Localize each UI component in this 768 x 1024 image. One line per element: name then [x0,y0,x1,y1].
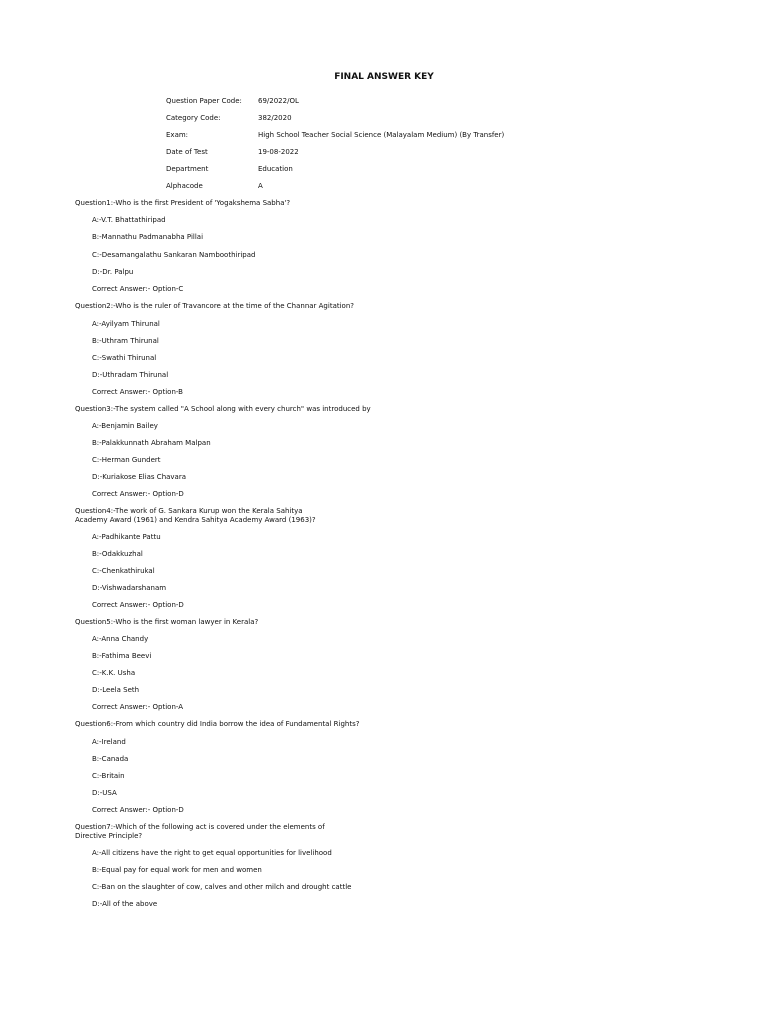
option-text: C:-Ban on the slaughter of cow, calves and other milch and drought cattle [92,883,352,891]
option-text: C:-Desamangalathu Sankaran Namboothiripad [92,251,256,259]
option-text: D:-All of the above [92,900,158,908]
option-text: B:-Canada [92,755,129,763]
option-text: D:-Kuriakose Elias Chavara [92,473,187,481]
question-text: Question5:-Who is the first woman lawyer in Kerala? [75,618,259,626]
option-text: A:-Ayilyam Thirunal [92,320,160,328]
option-text: B:-Equal pay for equal work for men and women [92,866,262,874]
meta-value-category-code: 382/2020 [258,114,292,122]
option-text: D:-USA [92,789,117,797]
correct-answer: Correct Answer:- Option-D [92,601,184,609]
question-text: Question4:-The work of G. Sankara Kurup won the Kerala Sahitya Academy Award (1961) and Kendra Sahitya Academy Award (1963)? [75,507,316,524]
meta-label-alphacode: Alphacode [166,182,203,190]
meta-value-date-of-test: 19-08-2022 [258,148,299,156]
meta-label-exam: Exam: [166,131,189,139]
correct-answer: Correct Answer:- Option-A [92,703,184,711]
option-text: A:-Padhikante Pattu [92,533,161,541]
option-text: B:-Mannathu Padmanabha Pillai [92,233,204,241]
option-text: A:-Anna Chandy [92,635,149,643]
option-text: C:-Swathi Thirunal [92,354,157,362]
option-text: C:-Herman Gundert [92,456,161,464]
correct-answer: Correct Answer:- Option-B [92,388,183,396]
correct-answer: Correct Answer:- Option-C [92,285,184,293]
option-text: B:-Palakkunnath Abraham Malpan [92,439,211,447]
option-text: A:-Ireland [92,738,126,746]
correct-answer: Correct Answer:- Option-D [92,806,184,814]
meta-value-exam: High School Teacher Social Science (Malayalam Medium) (By Transfer) [258,131,505,139]
meta-label-question-paper-code: Question Paper Code: [166,97,242,105]
meta-value-question-paper-code: 69/2022/OL [258,97,299,105]
meta-label-category-code: Category Code: [166,114,221,122]
option-text: D:-Dr. Palpu [92,268,134,276]
question-text: Question2:-Who is the ruler of Travancore at the time of the Channar Agitation? [75,302,354,310]
correct-answer: Correct Answer:- Option-D [92,490,184,498]
meta-label-department: Department [166,165,209,173]
meta-value-alphacode: A [258,182,263,190]
meta-label-date-of-test: Date of Test [166,148,208,156]
page-title: FINAL ANSWER KEY [334,72,434,82]
option-text: B:-Fathima Beevi [92,652,152,660]
option-text: C:-K.K. Usha [92,669,136,677]
option-text: A:-V.T. Bhattathiripad [92,216,166,224]
option-text: D:-Vishwadarshanam [92,584,167,592]
option-text: D:-Uthradam Thirunal [92,371,169,379]
option-text: D:-Leela Seth [92,686,140,694]
option-text: C:-Britain [92,772,125,780]
option-text: A:-Benjamin Bailey [92,422,158,430]
option-text: A:-All citizens have the right to get equal opportunities for livelihood [92,849,332,857]
question-text: Question6:-From which country did India borrow the idea of Fundamental Rights? [75,720,360,728]
meta-value-department: Education [258,165,293,173]
question-text: Question3:-The system called "A School along with every church" was introduced by [75,405,371,413]
option-text: C:-Chenkathirukal [92,567,155,575]
question-text: Question1:-Who is the first President of 'Yogakshema Sabha'? [75,199,291,207]
question-text: Question7:-Which of the following act is covered under the elements of Directive Principle? [75,823,325,840]
option-text: B:-Uthram Thirunal [92,337,159,345]
option-text: B:-Odakkuzhal [92,550,143,558]
